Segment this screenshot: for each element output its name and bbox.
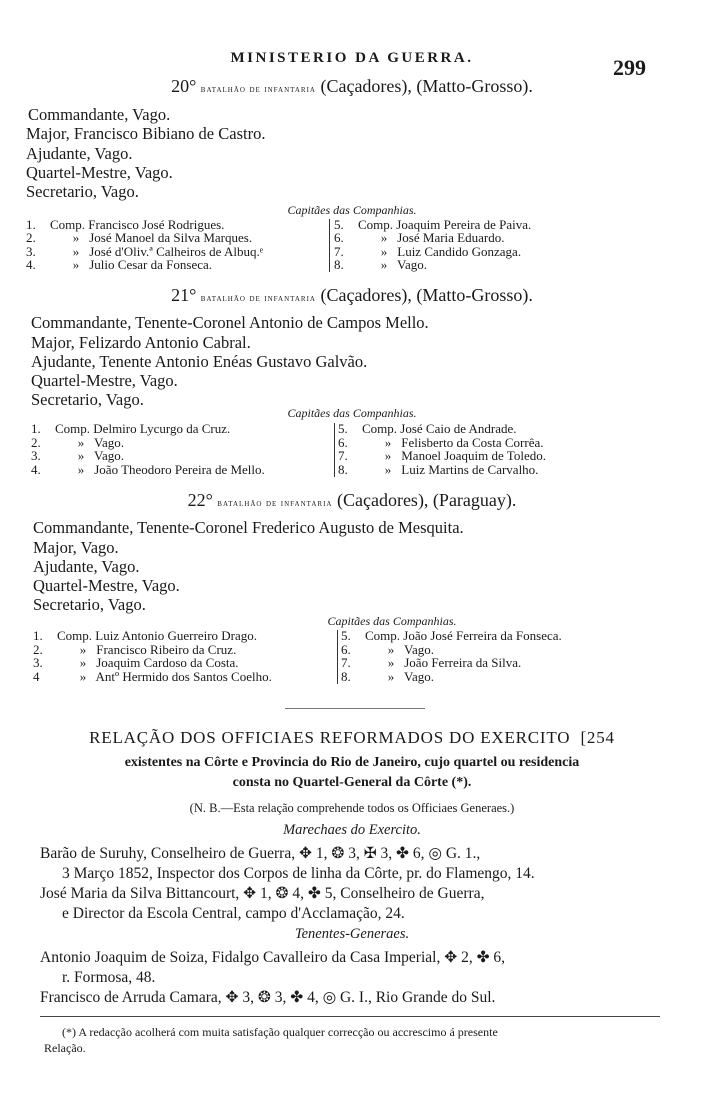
b22-company-4: 4 » Antº Hermido dos Santos Coelho. — [33, 669, 272, 684]
b21-commandante: Commandante, Tenente-Coronel Antonio de Campos Mello. — [31, 313, 429, 332]
b21-quartel-mestre: Quartel-Mestre, Vago. — [31, 371, 178, 390]
b20-ajudante: Ajudante, Vago. — [26, 144, 133, 163]
footnote-rule — [40, 1016, 660, 1017]
relacao-subtitle-line-2: consta no Quartel-General da Côrte (*). — [232, 775, 472, 790]
tenentes-heading: Tenentes-Generaes. — [294, 926, 410, 942]
b20-company-7: 7. » Luiz Candido Gonzaga. — [334, 244, 522, 259]
b21-column-divider — [334, 423, 335, 477]
entry-antonio-line-1: Antonio Joaquim de Soiza, Fidalgo Cavalleiro da Casa Imperial, ✥ 2, ✤ 6, — [40, 949, 506, 966]
b21-ajudante: Ajudante, Tenente Antonio Enéas Gustavo Galvão. — [31, 352, 368, 371]
b21-company-7: 7. » Manoel Joaquim de Toledo. — [338, 448, 546, 463]
b22-commandante: Commandante, Tenente-Coronel Frederico Augusto de Mesquita. — [33, 518, 464, 537]
b22-ajudante: Ajudante, Vago. — [33, 557, 140, 576]
section-divider — [285, 708, 425, 709]
b21-major: Major, Felizardo Antonio Cabral. — [31, 333, 251, 352]
b21-company-4: 4. » João Theodoro Pereira de Mello. — [31, 462, 265, 477]
entry-francisco-line-1: Francisco de Arruda Camara, ✥ 3, ❂ 3, ✤ 4, ◎ G. I., Rio Grande do Sul. — [40, 989, 496, 1006]
b20-company-4: 4. » Julio Cesar da Fonseca. — [26, 257, 213, 272]
b20-company-5: 5. Comp. Joaquim Pereira de Paiva. — [334, 217, 532, 232]
entry-jose-line-1: José Maria da Silva Bittancourt, ✥ 1, ❂ 4, ✤ 5, Conselheiro de Guerra, — [40, 885, 485, 902]
relacao-title: RELAÇÃO DOS OFFICIAES REFORMADOS DO EXERCITO [254 — [89, 728, 615, 747]
b20-major: Major, Francisco Bibiano de Castro. — [26, 124, 266, 143]
battalion-22-heading: 22° batalhão de infantaria (Caçadores), (Paraguay). — [187, 490, 517, 510]
relacao-subtitle-line-1: existentes na Côrte e Provincia do Rio de Janeiro, cujo quartel ou residencia — [124, 755, 580, 770]
entry-barao-line-1: Barão de Suruhy, Conselheiro de Guerra, ✥ 1, ❂ 3, ✠ 3, ✤ 6, ◎ G. 1., — [40, 845, 481, 862]
b20-company-6: 6. » José Maria Eduardo. — [334, 230, 505, 245]
b22-company-1: 1. Comp. Luiz Antonio Guerreiro Drago. — [33, 628, 258, 643]
b20-captains-caption: Capitães das Companhias. — [287, 203, 417, 217]
b22-major: Major, Vago. — [33, 538, 119, 557]
b22-quartel-mestre: Quartel-Mestre, Vago. — [33, 576, 180, 595]
relacao-note: (N. B.—Esta relação comprehende todos os Officiaes Generaes.) — [189, 801, 515, 815]
b22-company-6: 6. » Vago. — [341, 642, 434, 657]
b21-secretario: Secretario, Vago. — [31, 390, 144, 409]
b21-company-5: 5. Comp. José Caio de Andrade. — [338, 421, 517, 436]
b21-company-8: 8. » Luiz Martins de Carvalho. — [338, 462, 539, 477]
footnote-line-2: Relação. — [44, 1041, 86, 1055]
b20-quartel-mestre: Quartel-Mestre, Vago. — [26, 163, 173, 182]
b20-company-8: 8. » Vago. — [334, 257, 427, 272]
b20-secretario: Secretario, Vago. — [26, 182, 139, 201]
b20-company-3: 3. » José d'Oliv.ª Calheiros de Albuq.ᵉ — [26, 244, 264, 259]
entry-jose-line-2: e Director da Escola Central, campo d'Acclamação, 24. — [62, 905, 405, 922]
running-header: MINISTERIO DA GUERRA. — [230, 50, 474, 66]
entry-barao-line-2: 3 Março 1852, Inspector dos Corpos de linha da Côrte, pr. do Flamengo, 14. — [62, 865, 535, 882]
b20-company-1: 1. Comp. Francisco José Rodrigues. — [26, 217, 225, 232]
b21-company-3: 3. » Vago. — [31, 448, 124, 463]
b21-company-6: 6. » Felisberto da Costa Corrêa. — [338, 435, 544, 450]
b21-company-2: 2. » Vago. — [31, 435, 124, 450]
b21-company-1: 1. Comp. Delmiro Lycurgo da Cruz. — [31, 421, 231, 436]
b22-captains-caption: Capitães das Companhias. — [327, 614, 457, 628]
b22-company-5: 5. Comp. João José Ferreira da Fonseca. — [341, 628, 562, 643]
b22-company-2: 2. » Francisco Ribeiro da Cruz. — [33, 642, 237, 657]
b21-captains-caption: Capitães das Companhias. — [287, 406, 417, 420]
b22-company-8: 8. » Vago. — [341, 669, 434, 684]
footnote-line-1: (*) A redacção acolherá com muita satisfação qualquer correcção ou accrescimo á presente — [62, 1025, 498, 1039]
b22-secretario: Secretario, Vago. — [33, 595, 146, 614]
b20-commandante: Commandante, Vago. — [28, 105, 171, 124]
marechaes-heading: Marechaes do Exercito. — [283, 822, 421, 838]
battalion-21-heading: 21° batalhão de infantaria (Caçadores), (Matto-Grosso). — [171, 285, 533, 305]
entry-antonio-line-2: r. Formosa, 48. — [62, 969, 156, 986]
page-number: 299 — [613, 55, 646, 80]
b22-company-7: 7. » João Ferreira da Silva. — [341, 655, 522, 670]
b22-company-3: 3. » Joaquim Cardoso da Costa. — [33, 655, 239, 670]
b22-column-divider — [337, 630, 338, 684]
b20-company-2: 2. » José Manoel da Silva Marques. — [26, 230, 253, 245]
battalion-20-heading: 20° batalhão de infantaria (Caçadores), (Matto-Grosso). — [171, 76, 533, 96]
b20-column-divider — [329, 219, 330, 272]
